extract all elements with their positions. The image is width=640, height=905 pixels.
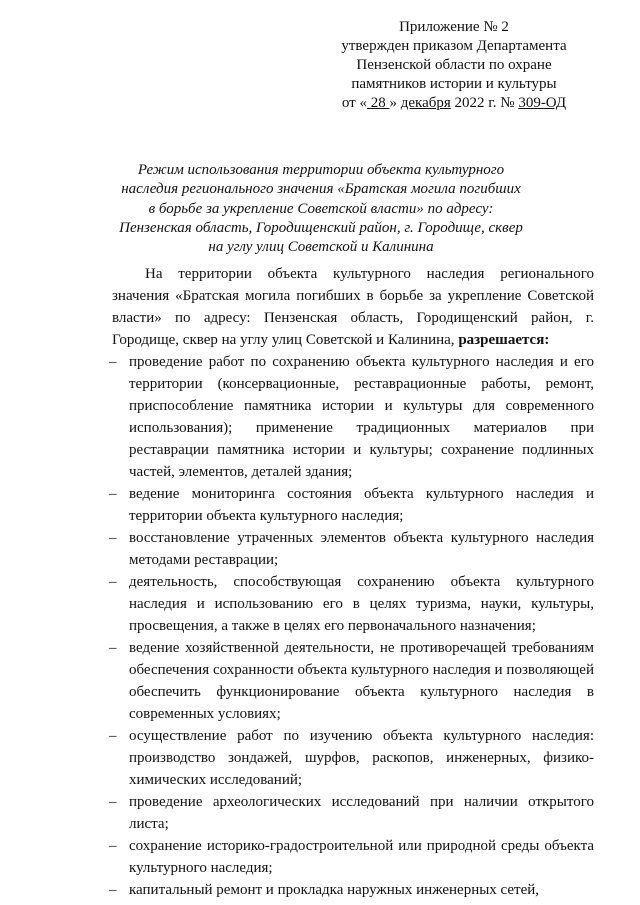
list-item-text: проведение археологических исследований при наличии открытого листа; [129, 794, 594, 832]
list-item-text: проведение работ по сохранению объекта культурного наследия и его территории (консервационные, реставрационные работы, ремонт, приспособление памятника истории и культуры для современного использования); применение традиционных материалов при реставрации памятника истории и культуры; сохранение подлинных частей, элементов, деталей здания; [129, 354, 594, 480]
header-line-2: утвержден приказом Департамента [341, 38, 567, 54]
list-item [109, 351, 594, 483]
list-item [109, 791, 594, 835]
list-item-text: деятельность, способствующая сохранению объекта культурного наследия и использованию его в целях туризма, науки, культуры, просвещения, а также в целях его первоначального назначения; [129, 574, 594, 634]
document-title: Режим использования территории объекта культурного наследия регионального значения «Братская могила погибших в борьбе за укрепление Советской власти» по адресу: Пензенская область, Городищенский район, г. Городище, сквер на углу улиц Советской и Калинина [119, 162, 523, 256]
permitted-list [109, 351, 594, 901]
list-item-text: капитальный ремонт и прокладка наружных инженерных сетей, [129, 882, 540, 898]
header-line-5 [314, 94, 594, 113]
list-dash: – [109, 838, 117, 854]
document-body [109, 263, 594, 901]
list-item-text: ведение хозяйственной деятельности, не противоречащей требованиям обеспечения сохранности объекта культурного наследия и позволяющей обеспечить функционирование объекта культурного наследия в современных условиях; [129, 640, 594, 722]
header-date-year: 2022 г. № [450, 95, 519, 111]
list-item [109, 483, 594, 527]
list-dash: – [109, 640, 117, 656]
header-date-prefix: от « [341, 95, 367, 111]
list-dash: – [109, 728, 117, 744]
list-item [109, 571, 594, 637]
list-dash: – [109, 794, 117, 810]
list-item-text: восстановление утраченных элементов объекта культурного наследия методами реставрации; [129, 530, 594, 568]
list-item [109, 725, 594, 791]
list-dash: – [109, 354, 117, 370]
header-date-mid: » [389, 95, 401, 111]
intro-text: На территории объекта культурного наследия регионального значения «Братская могила погибших в борьбе за укрепление Советской власти» по адресу: Пензенская область, Городищенский район, г. Городище, сквер на углу улиц Советской и Калинина, [112, 266, 594, 348]
list-dash: – [109, 530, 117, 546]
approval-header [314, 18, 594, 113]
header-line-3: Пензенской области по охране [356, 57, 552, 73]
intro-bold: разрешается: [458, 332, 550, 348]
list-dash: – [109, 882, 117, 898]
list-item-text: ведение мониторинга состояния объекта культурного наследия и территории объекта культурного наследия; [129, 486, 594, 524]
list-item-text: сохранение историко-градостроительной или природной среды объекта культурного наследия; [129, 838, 594, 876]
list-item-text: осуществление работ по изучению объекта культурного наследия: производство зондажей, шурфов, раскопов, инженерных, физико-химических исследований; [129, 728, 594, 788]
header-order-number: 309-ОД [518, 95, 567, 111]
header-line-4: памятников истории и культуры [351, 76, 557, 92]
header-date-month: декабря [400, 95, 451, 111]
list-dash: – [109, 486, 117, 502]
list-item [109, 637, 594, 725]
list-item [109, 835, 594, 879]
list-item [109, 879, 594, 901]
header-line-1: Приложение № 2 [399, 19, 509, 35]
intro-paragraph [112, 263, 594, 351]
list-dash: – [109, 574, 117, 590]
header-date-day: 28 [366, 95, 390, 111]
list-item [109, 527, 594, 571]
